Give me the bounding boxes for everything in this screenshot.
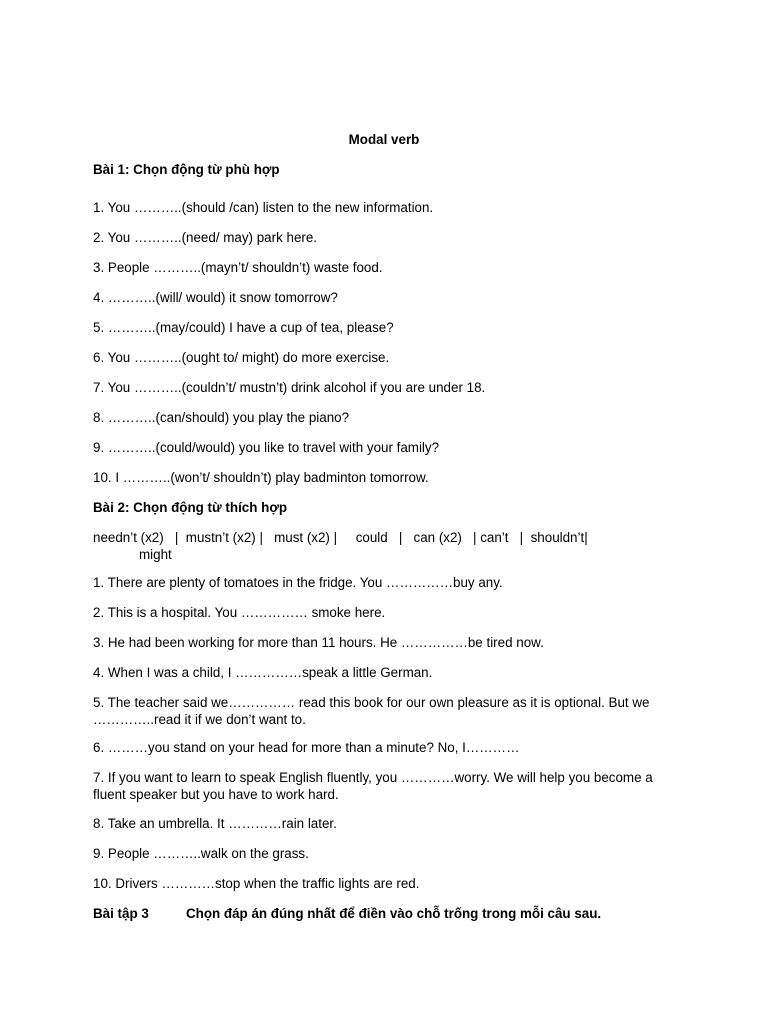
document-title: Modal verb xyxy=(348,132,420,147)
exercise-2-heading: Bài 2: Chọn động từ thích hợp xyxy=(93,500,288,515)
exercise-1-item-8: 8. ………..(can/should) you play the piano? xyxy=(93,410,350,425)
exercise-2-item-4: 4. When I was a child, I ……………speak a little German. xyxy=(93,665,433,680)
exercise-1-item-5: 5. ………..(may/could) I have a cup of tea, please? xyxy=(93,320,394,335)
exercise-2-item-1: 1. There are plenty of tomatoes in the fridge. You ……………buy any. xyxy=(93,575,503,590)
exercise-2-item-6: 6. ………you stand on your head for more than a minute? No, I………… xyxy=(93,740,520,755)
word-bank xyxy=(93,529,668,563)
exercise-1-item-7: 7. You ………..(couldn’t/ mustn’t) drink alcohol if you are under 18. xyxy=(93,380,486,395)
exercise-3-instruction: Chọn đáp án đúng nhất để điền vào chỗ trống trong mỗi câu sau. xyxy=(186,906,602,921)
exercise-2-item-5: 5. The teacher said we…………… read this book for our own pleasure as it is optional. But we …………..read it if we don’t want to. xyxy=(93,695,650,727)
word-bank-line-2: might xyxy=(139,547,172,562)
exercise-2-item-3: 3. He had been working for more than 11 hours. He ……………be tired now. xyxy=(93,635,544,650)
exercise-1-item-2: 2. You ………..(need/ may) park here. xyxy=(93,230,318,245)
exercise-2-item-2: 2. This is a hospital. You …………… smoke here. xyxy=(93,605,386,620)
exercise-1-item-4: 4. ………..(will/ would) it snow tomorrow? xyxy=(93,290,338,305)
exercise-1-item-3: 3. People ………..(mayn’t/ shouldn’t) waste food. xyxy=(93,260,383,275)
exercise-1-heading: Bài 1: Chọn động từ phù hợp xyxy=(93,162,280,177)
exercise-2-item-8: 8. Take an umbrella. It …………rain later. xyxy=(93,816,337,831)
exercise-2-item-9: 9. People ………..walk on the grass. xyxy=(93,846,309,861)
exercise-2-item-7: 7. If you want to learn to speak English fluently, you …………worry. We will help you become a fluent speaker but you have to work hard. xyxy=(93,770,653,802)
exercise-1-item-6: 6. You ………..(ought to/ might) do more exercise. xyxy=(93,350,390,365)
exercise-3-heading xyxy=(93,905,668,922)
word-bank-line-1: needn’t (x2) | mustn’t (x2) | must (x2) | could | can (x2) | can’t | shouldn’t| xyxy=(93,530,588,545)
exercise-3-label: Bài tập 3 xyxy=(93,906,149,921)
exercise-1-item-1: 1. You ………..(should /can) listen to the new information. xyxy=(93,200,434,215)
exercise-1-item-9: 9. ………..(could/would) you like to travel with your family? xyxy=(93,440,440,455)
exercise-2-item-10: 10. Drivers …………stop when the traffic lights are red. xyxy=(93,876,420,891)
exercise-1-item-10: 10. I ………..(won’t/ shouldn’t) play badminton tomorrow. xyxy=(93,470,429,485)
